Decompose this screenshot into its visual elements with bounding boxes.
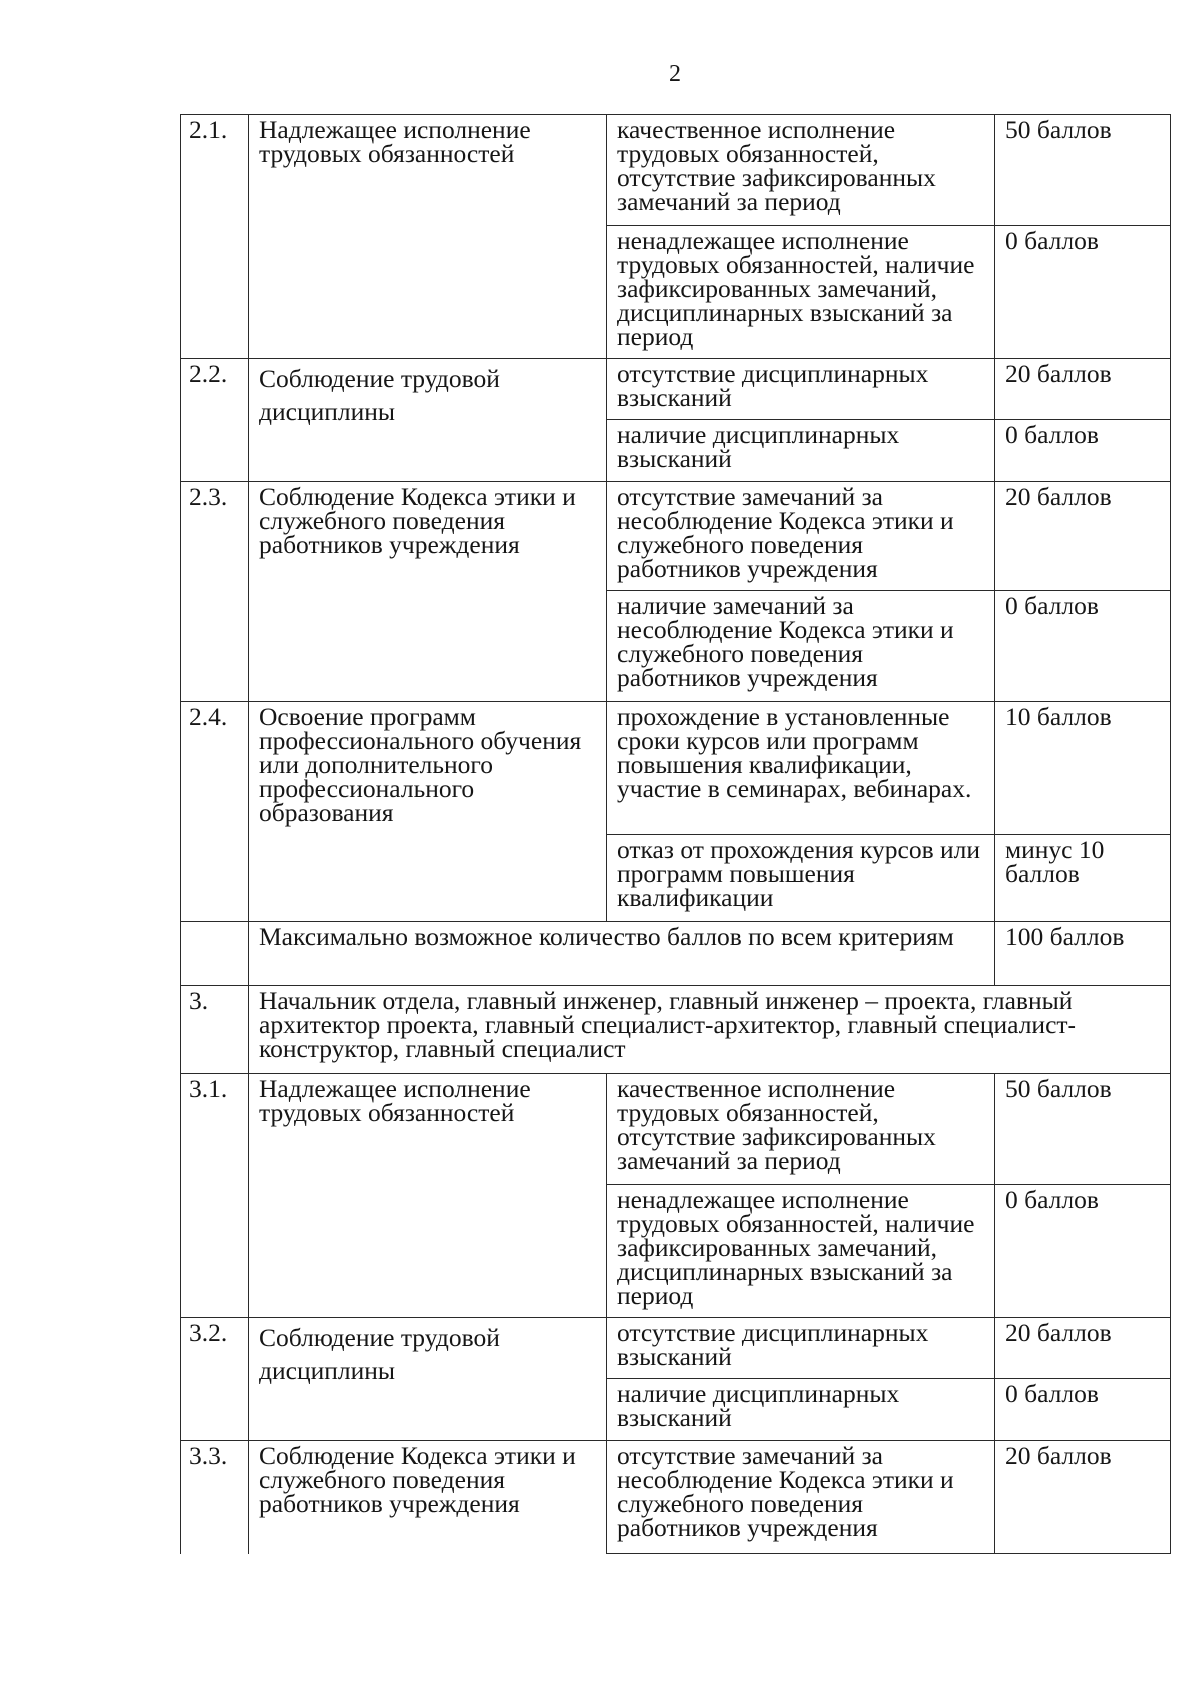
table-row <box>181 922 1171 986</box>
indicator-cell: качественное исполнение трудовых обязанностей, отсутствие зафиксированных замечаний за период <box>607 115 995 226</box>
table-row <box>181 1074 1171 1185</box>
score-cell: 50 баллов <box>995 1074 1171 1185</box>
indicator-cell: ненадлежащее исполнение трудовых обязанностей, наличие зафиксированных замечаний, дисциплинарных взысканий за период <box>607 226 995 359</box>
score-cell: 0 баллов <box>995 1379 1171 1441</box>
score-cell: 10 баллов <box>995 702 1171 835</box>
table-row <box>181 1441 1171 1554</box>
section-title-cell: Начальник отдела, главный инженер, главный инженер – проекта, главный архитектор проекта, главный специалист-архитектор, главный специалист- конструктор, главный специалист <box>249 986 1171 1074</box>
row-number: 2.2. <box>181 359 249 482</box>
criterion-cell: Соблюдение трудовой дисциплины <box>249 1318 607 1441</box>
indicator-cell: наличие замечаний за несоблюдение Кодекса этики и служебного поведения работников учреждения <box>607 591 995 702</box>
row-number: 2.1. <box>181 115 249 359</box>
indicator-cell: отсутствие дисциплинарных взысканий <box>607 1318 995 1379</box>
row-number: 2.3. <box>181 482 249 702</box>
indicator-cell: наличие дисциплинарных взысканий <box>607 1379 995 1441</box>
indicator-cell: качественное исполнение трудовых обязанностей, отсутствие зафиксированных замечаний за период <box>607 1074 995 1185</box>
indicator-cell: ненадлежащее исполнение трудовых обязанностей, наличие зафиксированных замечаний, дисциплинарных взысканий за период <box>607 1185 995 1318</box>
score-cell: 0 баллов <box>995 1185 1171 1318</box>
table-row <box>181 482 1171 591</box>
criterion-cell: Надлежащее исполнение трудовых обязанностей <box>249 115 607 359</box>
criterion-cell: Соблюдение Кодекса этики и служебного поведения работников учреждения <box>249 482 607 702</box>
score-cell: 20 баллов <box>995 1441 1171 1554</box>
row-number: 3. <box>181 986 249 1074</box>
score-cell: 50 баллов <box>995 115 1171 226</box>
criterion-cell: Соблюдение трудовой дисциплины <box>249 359 607 482</box>
row-number: 2.4. <box>181 702 249 922</box>
indicator-cell: наличие дисциплинарных взысканий <box>607 420 995 482</box>
table-row <box>181 986 1171 1074</box>
score-cell: 0 баллов <box>995 226 1171 359</box>
score-cell: 0 баллов <box>995 591 1171 702</box>
total-label-cell: Максимально возможное количество баллов по всем критериям <box>249 922 995 986</box>
score-cell: 0 баллов <box>995 420 1171 482</box>
row-number <box>181 922 249 986</box>
indicator-cell: отсутствие замечаний за несоблюдение Кодекса этики и служебного поведения работников учреждения <box>607 1441 995 1554</box>
table-row <box>181 1318 1171 1379</box>
table-row <box>181 115 1171 226</box>
score-cell: 20 баллов <box>995 1318 1171 1379</box>
score-cell: 100 баллов <box>995 922 1171 986</box>
row-number: 3.3. <box>181 1441 249 1554</box>
indicator-cell: прохождение в установленные сроки курсов или программ повышения квалификации, участие в семинарах, вебинарах. <box>607 702 995 835</box>
table-row <box>181 359 1171 420</box>
row-number: 3.2. <box>181 1318 249 1441</box>
criteria-table <box>180 114 1171 1554</box>
table-row <box>181 702 1171 835</box>
page-number: 2 <box>669 61 681 87</box>
indicator-cell: отсутствие замечаний за несоблюдение Кодекса этики и служебного поведения работников учреждения <box>607 482 995 591</box>
criterion-cell: Соблюдение Кодекса этики и служебного поведения работников учреждения <box>249 1441 607 1554</box>
criterion-cell: Надлежащее исполнение трудовых обязанностей <box>249 1074 607 1318</box>
score-cell: 20 баллов <box>995 482 1171 591</box>
indicator-cell: отказ от прохождения курсов или программ повышения квалификации <box>607 835 995 922</box>
criterion-cell: Освоение программ профессионального обучения или дополнительного профессионального образования <box>249 702 607 922</box>
row-number: 3.1. <box>181 1074 249 1318</box>
score-cell: минус 10 баллов <box>995 835 1171 922</box>
score-cell: 20 баллов <box>995 359 1171 420</box>
indicator-cell: отсутствие дисциплинарных взысканий <box>607 359 995 420</box>
